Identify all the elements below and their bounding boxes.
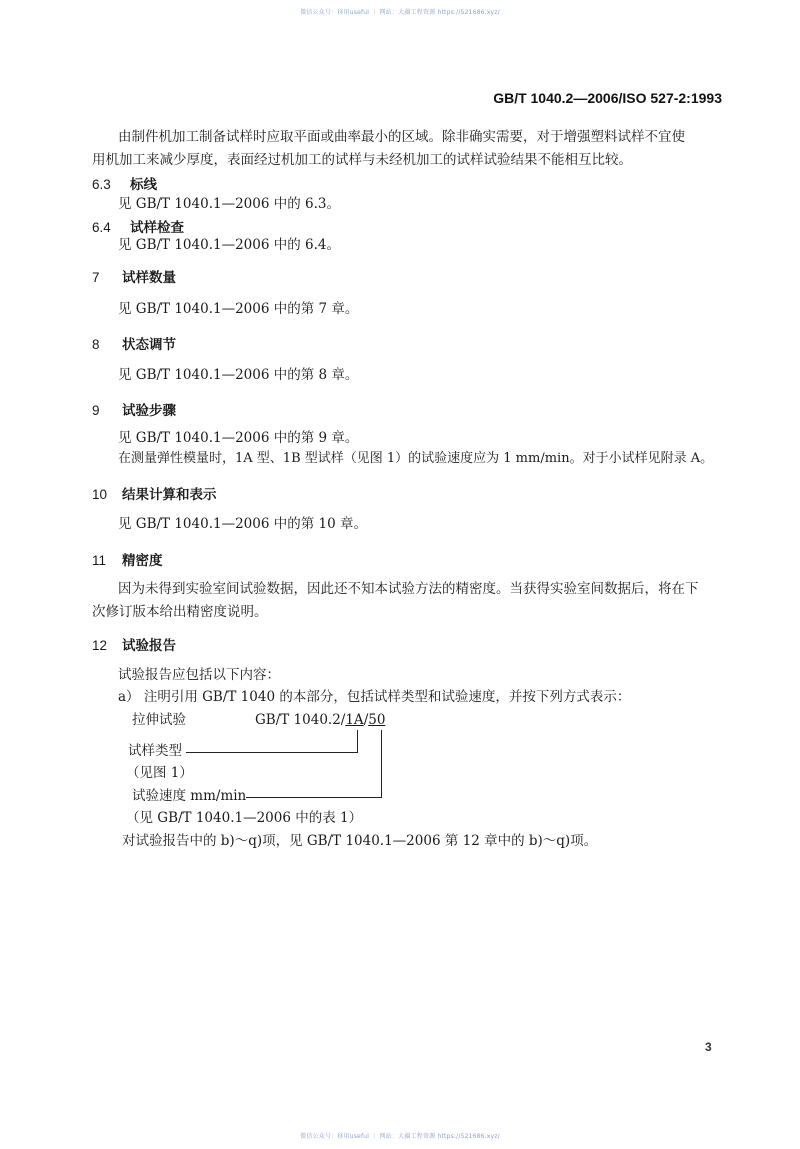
connector-line-speed-horizontal bbox=[246, 797, 382, 798]
intro-paragraph-line1: 由制件机加工制备试样时应取平面或曲率最小的区域。除非确实需要，对于增强塑料试样不宜使 bbox=[118, 129, 685, 145]
designation-label: 拉伸试验 bbox=[132, 712, 186, 728]
watermark-top: 微信公众号：移用useful ｜ 网站：大疆工程资源 https://521686.xyz/ bbox=[300, 9, 500, 16]
section-number: 10 bbox=[92, 487, 108, 502]
section-heading-9 bbox=[92, 399, 176, 419]
section-text-6-3: 见 GB/T 1040.1—2006 中的 6.3。 bbox=[118, 196, 340, 212]
closing-paragraph: 对试验报告中的 b)～q)项，见 GB/T 1040.1—2006 第 12 章中的 b)～q)项。 bbox=[122, 833, 598, 849]
section-heading-10 bbox=[92, 483, 217, 503]
designation-code bbox=[255, 711, 385, 729]
intro-paragraph-line2: 用机加工来减少厚度，表面经过机加工的试样与未经机加工的试样试验结果不能相互比较。 bbox=[92, 152, 632, 168]
section-title: 试验报告 bbox=[122, 638, 176, 654]
test-speed-label: 试验速度 mm/min bbox=[132, 788, 247, 804]
section-text-10: 见 GB/T 1040.1—2006 中的第 10 章。 bbox=[118, 516, 367, 532]
connector-line-type-horizontal bbox=[186, 752, 358, 753]
designation-code-prefix: GB/T 1040.2/ bbox=[255, 712, 346, 728]
page-number: 3 bbox=[705, 1040, 712, 1054]
section-title: 试样检查 bbox=[130, 220, 184, 236]
section-heading-12 bbox=[92, 634, 176, 654]
section-heading-7 bbox=[92, 266, 176, 286]
specimen-type-label: 试样类型 bbox=[128, 743, 182, 759]
section-text-12: 试验报告应包括以下内容： bbox=[118, 667, 280, 683]
section-number: 6.3 bbox=[92, 177, 111, 192]
section-title: 状态调节 bbox=[122, 337, 176, 353]
section-title: 标线 bbox=[130, 177, 157, 193]
section-title: 结果计算和表示 bbox=[122, 487, 217, 503]
section-text-9: 见 GB/T 1040.1—2006 中的第 9 章。 bbox=[118, 430, 359, 446]
specimen-type-note: （见图 1） bbox=[126, 765, 193, 781]
section-heading-6-4 bbox=[92, 216, 184, 236]
section-heading-8 bbox=[92, 333, 176, 353]
section-number: 7 bbox=[92, 270, 100, 285]
section-text-11-line1: 因为未得到实验室间试验数据，因此还不知本试验方法的精密度。当获得实验室间数据后，将在下 bbox=[118, 581, 699, 597]
connector-line-speed-vertical bbox=[381, 730, 382, 798]
section-number: 6.4 bbox=[92, 220, 111, 235]
section-text-8: 见 GB/T 1040.1—2006 中的第 8 章。 bbox=[118, 367, 359, 383]
designation-type-value: 1A bbox=[345, 712, 364, 728]
section-text-6-4: 见 GB/T 1040.1—2006 中的 6.4。 bbox=[118, 237, 340, 253]
section-title: 试验步骤 bbox=[122, 403, 176, 419]
designation-speed-value: 50 bbox=[368, 712, 386, 728]
section-number: 12 bbox=[92, 638, 108, 653]
section-heading-6-3 bbox=[92, 173, 157, 193]
section-heading-11 bbox=[92, 549, 163, 569]
watermark-bottom: 微信公众号：移用useful ｜ 网站：大疆工程资源 https://521686.xyz/ bbox=[300, 1133, 500, 1140]
section-text-11-line2: 次修订版本给出精密度说明。 bbox=[92, 604, 268, 620]
section-text-7: 见 GB/T 1040.1—2006 中的第 7 章。 bbox=[118, 301, 359, 317]
connector-line-type-vertical bbox=[357, 730, 358, 753]
test-speed-note: （见 GB/T 1040.1—2006 中的表 1） bbox=[126, 810, 363, 826]
standard-code-header: GB/T 1040.2—2006/ISO 527-2:1993 bbox=[493, 90, 722, 106]
section-text-9-modulus: 在测量弹性模量时，1A 型、1B 型试样（见图 1）的试验速度应为 1 mm/min。对于小试样见附录 A。 bbox=[118, 451, 714, 466]
section-title: 试样数量 bbox=[122, 270, 176, 286]
section-title: 精密度 bbox=[122, 553, 163, 569]
designation-separator: / bbox=[363, 712, 369, 728]
section-number: 11 bbox=[92, 553, 107, 568]
section-number: 9 bbox=[92, 403, 100, 418]
section-number: 8 bbox=[92, 337, 100, 352]
report-item-a: a） 注明引用 GB/T 1040 的本部分，包括试样类型和试验速度，并按下列方式表示： bbox=[118, 689, 631, 705]
